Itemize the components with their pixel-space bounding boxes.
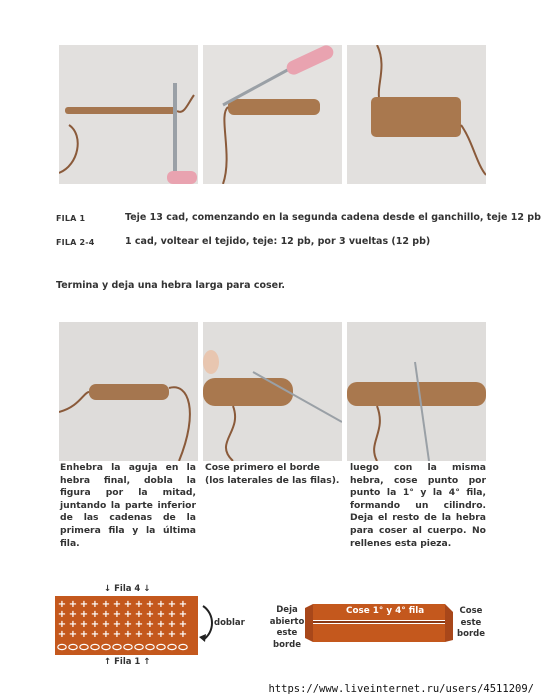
right-edge-note bbox=[455, 606, 487, 641]
tube-left-end bbox=[305, 604, 313, 642]
stitch-mark: + bbox=[101, 599, 111, 610]
stitch-mark: + bbox=[167, 619, 177, 630]
stitch-mark: + bbox=[134, 619, 144, 630]
tube-right-end bbox=[445, 604, 453, 642]
stitch-mark: + bbox=[79, 599, 89, 610]
stitch-mark: + bbox=[123, 629, 133, 640]
tube-bottom-face bbox=[313, 624, 445, 642]
stitch-mark: + bbox=[90, 619, 100, 630]
left-edge-note bbox=[268, 605, 306, 651]
stitch-mark: + bbox=[68, 609, 78, 620]
photo-step-fold bbox=[59, 322, 198, 461]
stitch-mark: + bbox=[123, 609, 133, 620]
stitch-mark: + bbox=[156, 609, 166, 620]
arrow-up-icon: ↑ bbox=[143, 657, 151, 667]
photo-fold-image bbox=[59, 322, 198, 461]
stitch-mark: + bbox=[90, 629, 100, 640]
fold-label: doblar bbox=[214, 618, 245, 628]
diagram-top-label-text: Fila 4 bbox=[114, 584, 141, 594]
stitch-mark: + bbox=[68, 599, 78, 610]
stitch-mark: + bbox=[145, 629, 155, 640]
diagram-top-label bbox=[104, 584, 150, 596]
photo-rows-done-image bbox=[347, 45, 486, 184]
footer-url[interactable]: https://www.liveinternet.ru/users/4511209/ bbox=[268, 683, 534, 695]
right-edge-note-line: Cose bbox=[459, 606, 483, 616]
stitch-mark: + bbox=[79, 619, 89, 630]
caption-sew-rows: luego con la misma hebra, cose punto por punto la 1° y la 4° fila, formando un cilindro. Deja el resto de la hebra para coser al cuerpo. No rellenes esta pieza. bbox=[350, 462, 486, 549]
row-1-label: FILA 1 bbox=[56, 214, 86, 223]
fold-arrow-icon bbox=[199, 604, 215, 644]
caption-fold: Enhebra la aguja en la hebra final, dobla la figura por la mitad, juntando la parte inferior de las cadenas de la primera fila y la última fila. bbox=[60, 462, 196, 549]
stitch-mark: + bbox=[57, 609, 67, 620]
stitch-mark: + bbox=[134, 599, 144, 610]
stitch-mark: + bbox=[156, 629, 166, 640]
stitch-mark: + bbox=[178, 609, 188, 620]
photo-row-image bbox=[203, 45, 342, 184]
stitch-mark: + bbox=[112, 599, 122, 610]
stitch-mark: + bbox=[101, 629, 111, 640]
stitch-mark: + bbox=[112, 619, 122, 630]
photo-step-sew-rows bbox=[347, 322, 486, 461]
stitch-mark: + bbox=[167, 609, 177, 620]
photo-step-rows-done bbox=[347, 45, 486, 184]
row-1-text: Teje 13 cad, comenzando en la segunda cadena desde el ganchillo, teje 12 pb bbox=[125, 212, 541, 223]
stitch-grid-diagram bbox=[55, 596, 198, 655]
photo-chain-image bbox=[59, 45, 198, 184]
stitch-mark: + bbox=[101, 609, 111, 620]
row-2-label: FILA 2-4 bbox=[56, 238, 95, 247]
stitch-mark: + bbox=[90, 609, 100, 620]
photo-step-row bbox=[203, 45, 342, 184]
left-edge-note-line: borde bbox=[273, 639, 301, 650]
photo-sew-edge-image bbox=[203, 322, 342, 461]
tube-label: Cose 1° y 4° fila bbox=[346, 606, 425, 616]
left-edge-note-line: abierto bbox=[269, 616, 305, 627]
stitch-mark: + bbox=[57, 629, 67, 640]
stitch-mark: + bbox=[57, 599, 67, 610]
diagram-bottom-label-text: Fila 1 bbox=[114, 657, 141, 667]
stitch-mark: + bbox=[68, 629, 78, 640]
stitch-mark: + bbox=[123, 599, 133, 610]
stitch-mark: + bbox=[156, 619, 166, 630]
row-2-text: 1 cad, voltear el tejido, teje: 12 pb, por 3 vueltas (12 pb) bbox=[125, 236, 431, 247]
arrow-down-icon: ↓ bbox=[143, 584, 151, 594]
stitch-mark: + bbox=[145, 609, 155, 620]
stitch-mark: + bbox=[178, 619, 188, 630]
stitch-mark: + bbox=[57, 619, 67, 630]
stitch-mark: + bbox=[156, 599, 166, 610]
stitch-mark: + bbox=[79, 609, 89, 620]
left-edge-note-line: Deja bbox=[276, 605, 298, 615]
stitch-mark: + bbox=[178, 629, 188, 640]
stitch-mark: + bbox=[167, 629, 177, 640]
stitch-mark: + bbox=[79, 629, 89, 640]
caption-sew-edge: Cose primero el borde (los laterales de las filas). bbox=[205, 462, 340, 486]
arrow-down-icon: ↓ bbox=[104, 584, 112, 594]
stitch-mark: + bbox=[112, 629, 122, 640]
diagram-bottom-label bbox=[104, 657, 150, 669]
stitch-mark: + bbox=[90, 599, 100, 610]
stitch-mark: + bbox=[112, 609, 122, 620]
stitch-mark: + bbox=[134, 629, 144, 640]
stitch-mark: + bbox=[145, 619, 155, 630]
stitch-mark: + bbox=[167, 599, 177, 610]
photo-step-sew-edge bbox=[203, 322, 342, 461]
photo-step-chain bbox=[59, 45, 198, 184]
finish-note: Termina y deja una hebra larga para coser. bbox=[56, 280, 286, 291]
stitch-mark: + bbox=[178, 599, 188, 610]
photo-sew-rows-image bbox=[347, 322, 486, 461]
stitch-mark: + bbox=[145, 599, 155, 610]
right-edge-note-line: este bbox=[460, 617, 482, 628]
right-edge-note-line: borde bbox=[457, 629, 485, 639]
left-edge-note-line: este bbox=[276, 628, 298, 638]
stitch-mark: + bbox=[134, 609, 144, 620]
stitch-mark: + bbox=[101, 619, 111, 630]
stitch-mark: + bbox=[123, 619, 133, 630]
stitch-mark: + bbox=[68, 619, 78, 630]
arrow-up-icon: ↑ bbox=[104, 657, 112, 667]
